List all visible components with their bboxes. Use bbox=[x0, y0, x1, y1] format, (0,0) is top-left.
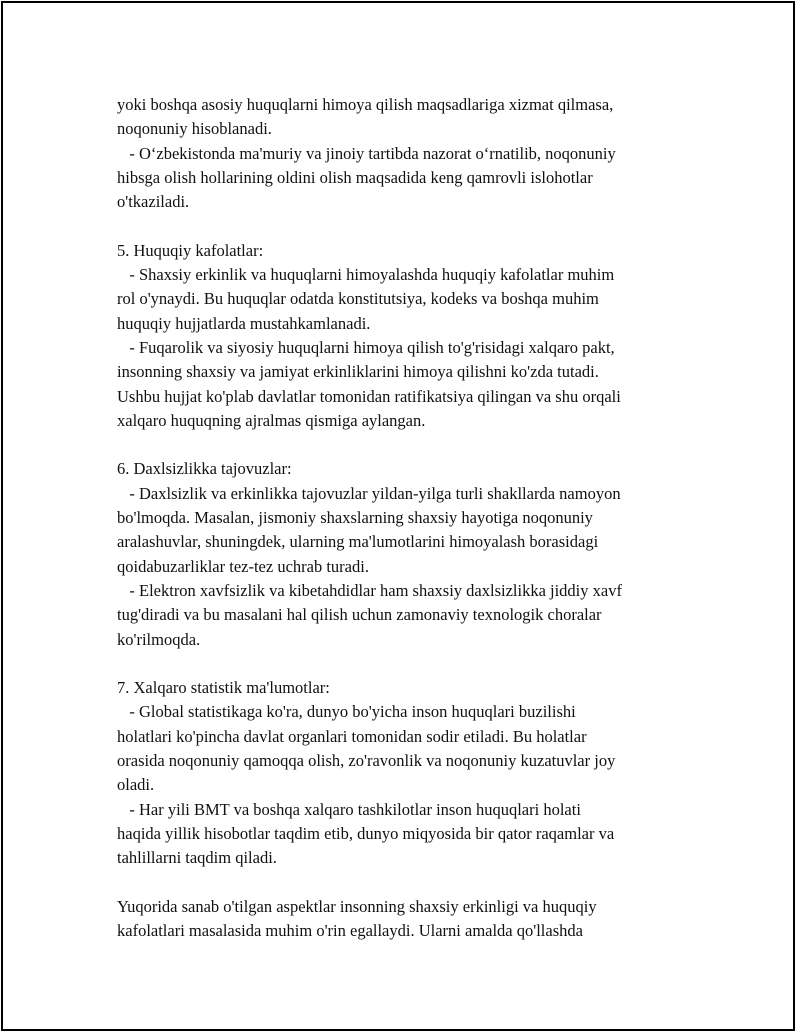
section-heading: 7. Xalqaro statistik ma'lumotlar: bbox=[117, 678, 330, 698]
paragraph-spacer bbox=[117, 214, 717, 238]
text-line: noqonuniy hisoblanadi. bbox=[117, 119, 272, 139]
paragraph-conclusion bbox=[117, 895, 717, 944]
paragraph-intro-continuation bbox=[117, 93, 717, 214]
text-line: orasida noqonuniy qamoqqa olish, zo'ravonlik va noqonuniy kuzatuvlar joy bbox=[117, 751, 616, 771]
text-line: huquqiy hujjatlarda mustahkamlanadi. bbox=[117, 313, 371, 333]
text-line: ko'rilmoqda. bbox=[117, 629, 201, 649]
text-line: rol o'ynaydi. Bu huquqlar odatda konstitutsiya, kodeks va boshqa muhim bbox=[117, 289, 599, 309]
text-line: bo'lmoqda. Masalan, jismoniy shaxslarning shaxsiy hayotiga noqonuniy bbox=[117, 508, 593, 528]
section-daxlsizlikka-tajovuzlar bbox=[117, 457, 717, 651]
section-xalqaro-statistik bbox=[117, 676, 717, 870]
text-line: - Daxlsizlik va erkinlikka tajovuzlar yildan-yilga turli shakllarda namoyon bbox=[117, 483, 621, 503]
text-line: qoidabuzarliklar tez-tez uchrab turadi. bbox=[117, 556, 369, 576]
section-huquqiy-kafolatlar bbox=[117, 239, 717, 433]
paragraph-spacer bbox=[117, 652, 717, 676]
text-line: - Shaxsiy erkinlik va huquqlarni himoyalashda huquqiy kafolatlar muhim bbox=[117, 265, 615, 285]
text-line: tug'diradi va bu masalani hal qilish uchun zamonaviy texnologik choralar bbox=[117, 605, 602, 625]
text-line: yoki boshqa asosiy huquqlarni himoya qilish maqsadlariga xizmat qilmasa, bbox=[117, 95, 614, 114]
text-line: insonning shaxsiy va jamiyat erkinliklarini himoya qilishni ko'zda tutadi. bbox=[117, 362, 599, 382]
text-line: holatlari ko'pincha davlat organlari tomonidan sodir etiladi. Bu holatlar bbox=[117, 726, 587, 746]
text-line: tahlillarni taqdim qiladi. bbox=[117, 848, 277, 868]
text-line: haqida yillik hisobotlar taqdim etib, dunyo miqyosida bir qator raqamlar va bbox=[117, 823, 615, 843]
text-line: aralashuvlar, shuningdek, ularning ma'lumotlarini himoyalash borasidagi bbox=[117, 532, 599, 552]
paragraph-spacer bbox=[117, 871, 717, 895]
text-line: Ushbu hujjat ko'plab davlatlar tomonidan ratifikatsiya qilingan va shu orqali bbox=[117, 386, 621, 406]
document-text bbox=[117, 93, 717, 943]
section-heading: 5. Huquqiy kafolatlar: bbox=[117, 240, 264, 260]
section-heading: 6. Daxlsizlikka tajovuzlar: bbox=[117, 459, 292, 479]
text-line: oladi. bbox=[117, 775, 155, 795]
text-line: Yuqorida sanab o'tilgan aspektlar insonning shaxsiy erkinligi va huquqiy bbox=[117, 896, 597, 916]
text-line: - Elektron xavfsizlik va kibetahdidlar ham shaxsiy daxlsizlikka jiddiy xavf bbox=[117, 580, 622, 600]
text-line: - Har yili BMT va boshqa xalqaro tashkilotlar inson huquqlari holati bbox=[117, 799, 581, 819]
text-line: hibsga olish hollarining oldini olish maqsadida keng qamrovli islohotlar bbox=[117, 167, 593, 187]
text-line: - O‘zbekistonda ma'muriy va jinoiy tartibda nazorat o‘rnatilib, noqonuniy bbox=[117, 143, 616, 163]
text-line: - Fuqarolik va siyosiy huquqlarni himoya qilish to'g'risidagi xalqaro pakt, bbox=[117, 337, 615, 357]
text-line: xalqaro huquqning ajralmas qismiga aylangan. bbox=[117, 410, 426, 430]
text-line: o'tkaziladi. bbox=[117, 192, 190, 212]
text-line: kafolatlari masalasida muhim o'rin egallaydi. Ularni amalda qo'llashda bbox=[117, 921, 583, 941]
paragraph-spacer bbox=[117, 433, 717, 457]
text-line: - Global statistikaga ko'ra, dunyo bo'yicha inson huquqlari buzilishi bbox=[117, 702, 576, 722]
